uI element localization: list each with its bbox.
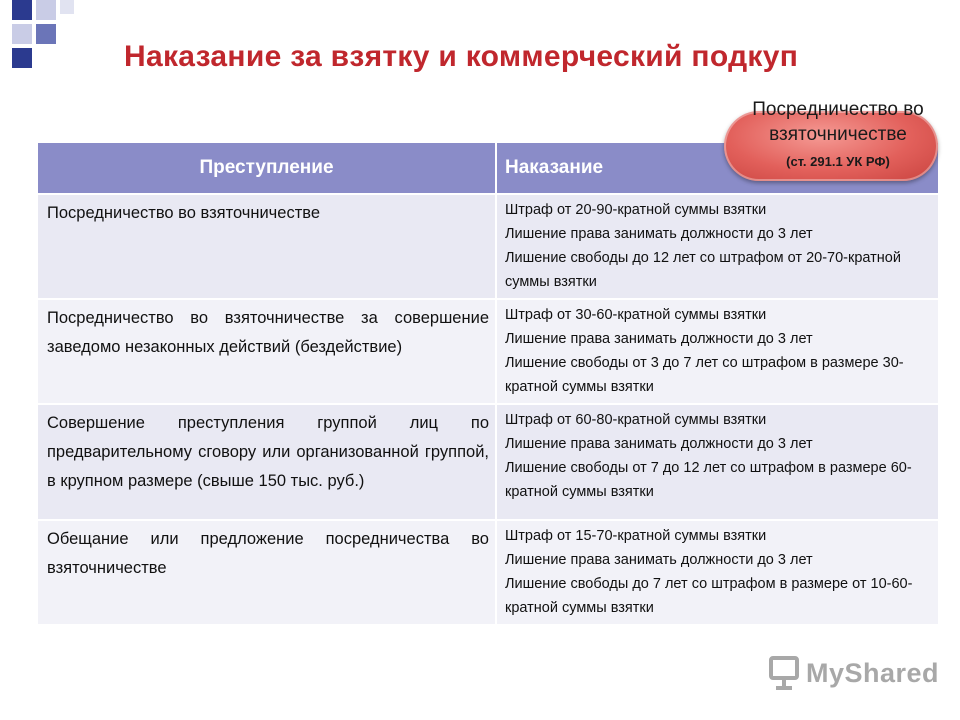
crime-cell: Совершение преступления группой лиц по предварительному сговору или организованной группой, в крупном размере (свыше 150 тыс. руб.) xyxy=(38,404,496,520)
punishment-line: Лишение свободы до 7 лет со штрафом в размере от 10-60-кратной суммы взятки xyxy=(505,576,913,616)
punishment-cell xyxy=(496,194,938,299)
punishment-line: Лишение свободы от 3 до 7 лет со штрафом в размере 30-кратной суммы взятки xyxy=(505,355,904,395)
punishment-cell xyxy=(496,404,938,520)
header-punishment: Наказание xyxy=(496,143,938,194)
punishment-cell xyxy=(496,299,938,404)
punishment-line: Штраф от 15-70-кратной суммы взятки xyxy=(505,528,767,544)
punishment-line: Штраф от 30-60-кратной суммы взятки xyxy=(505,307,767,323)
watermark xyxy=(768,654,938,694)
punishment-line: Лишение права занимать должности до 3 лет xyxy=(505,331,813,347)
watermark-text: MyShared xyxy=(806,658,940,688)
callout-line1: Посредничество во xyxy=(752,99,924,120)
punishment-line: Лишение права занимать должности до 3 лет xyxy=(505,436,813,452)
table-row xyxy=(38,194,938,299)
punishment-line: Лишение права занимать должности до 3 лет xyxy=(505,226,813,242)
callout-bubble xyxy=(724,111,938,181)
callout-line2: взяточничестве xyxy=(769,124,907,145)
punishment-cell xyxy=(496,520,938,624)
punishment-line: Штраф от 60-80-кратной суммы взятки xyxy=(505,412,767,428)
callout-article: (ст. 291.1 УК РФ) xyxy=(786,154,890,169)
punishment-table xyxy=(38,143,938,624)
table-row xyxy=(38,520,938,624)
header-crime: Преступление xyxy=(38,143,496,194)
crime-cell: Обещание или предложение посредничества во взяточничестве xyxy=(38,520,496,624)
table-row xyxy=(38,299,938,404)
punishment-line: Лишение свободы до 12 лет со штрафом от 20-70-кратной суммы взятки xyxy=(505,250,901,290)
punishment-line: Лишение свободы от 7 до 12 лет со штрафом в размере 60-кратной суммы взятки xyxy=(505,460,912,500)
crime-cell: Посредничество во взяточничестве за совершение заведомо незаконных действий (бездействие) xyxy=(38,299,496,404)
table-row xyxy=(38,404,938,520)
slide-title: Наказание за взятку и коммерческий подкуп xyxy=(124,40,799,73)
presentation-screen-icon xyxy=(768,654,802,692)
crime-cell: Посредничество во взяточничестве xyxy=(38,194,496,299)
punishment-line: Лишение права занимать должности до 3 лет xyxy=(505,552,813,568)
punishment-line: Штраф от 20-90-кратной суммы взятки xyxy=(505,202,767,218)
